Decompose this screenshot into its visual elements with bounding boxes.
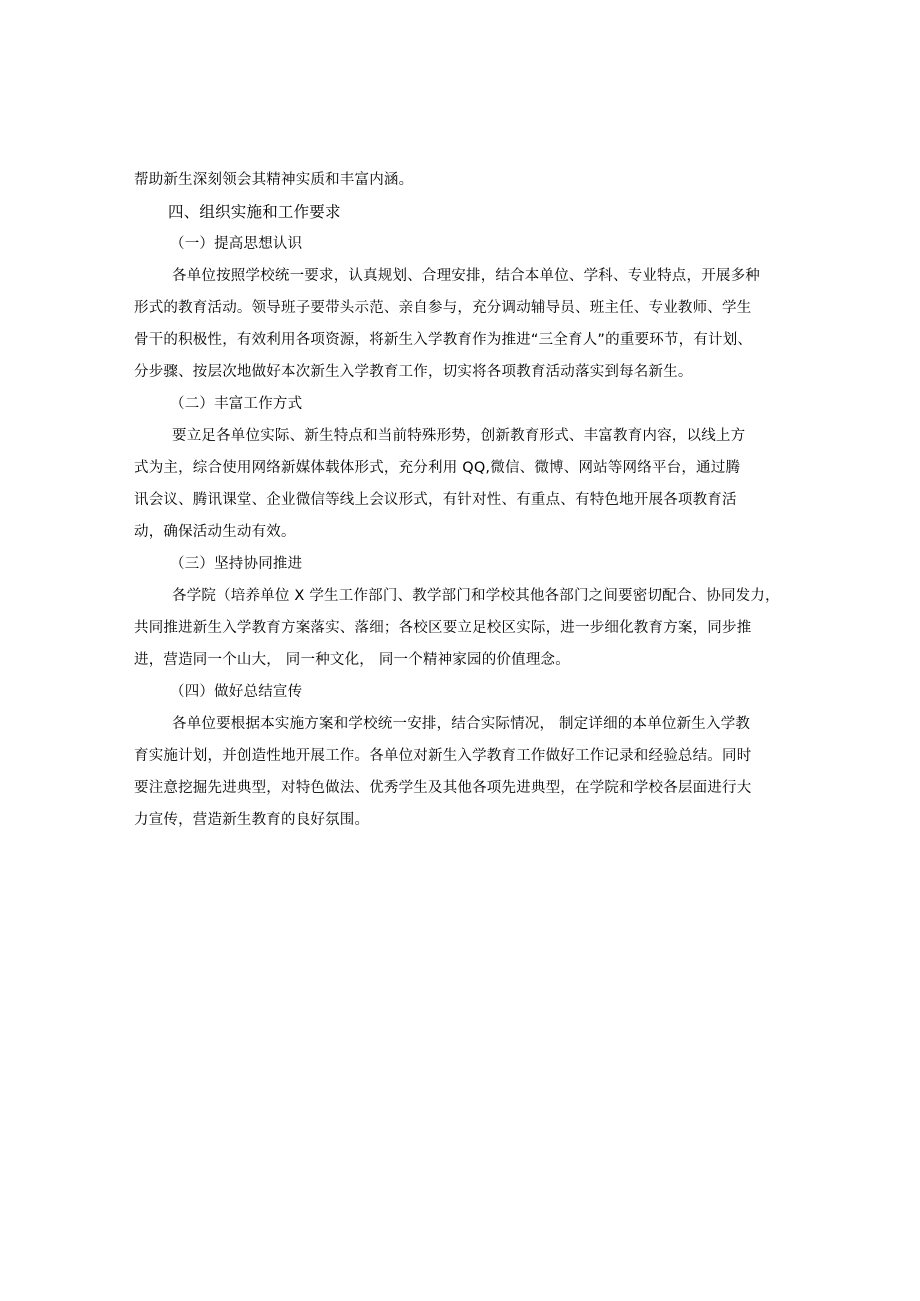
paragraph-line: 各单位要根据本实施方案和学校统一安排，结合实际情况， 制定详细的本单位新生入学教: [172, 716, 751, 732]
paragraph-line: 要立足各单位实际、新生特点和当前特殊形势，创新教育形式、丰富教育内容，以线上方: [172, 428, 746, 444]
paragraph-line: 形式的教育活动。领导班子要带头示范、亲自参与，充分调动辅导员、班主任、专业教师、学生: [134, 300, 752, 316]
subsection-heading: （四）做好总结宣传: [170, 684, 303, 700]
subsection-heading: （一）提高思想认识: [170, 236, 303, 252]
paragraph-line: 动，确保活动生动有效。: [134, 524, 296, 540]
paragraph-line: 各单位按照学校统一要求，认真规划、合理安排，结合本单位、学科、专业特点，开展多种: [172, 268, 760, 284]
paragraph-line: 各学院（培养单位 X 学生工作部门、教学部门和学校其他各部门之间要密切配合、协同发力，: [172, 588, 780, 604]
paragraph-line: 力宣传，营造新生教育的良好氛围。: [134, 812, 370, 828]
paragraph-line: 分步骤、按层次地做好本次新生入学教育工作，切实将各项教育活动落实到每名新生。: [134, 364, 693, 380]
section-heading: 四、组织实施和工作要求: [168, 203, 341, 221]
paragraph-line: 育实施计划，并创造性地开展工作。各单位对新生入学教育工作做好工作记录和经验总结。同时: [134, 748, 752, 764]
paragraph-line: 要注意挖掘先进典型，对特色做法、优秀学生及其他各项先进典型，在学院和学校各层面进行大: [134, 780, 752, 796]
paragraph-line: 帮助新生深刻领会其精神实质和丰富内涵。: [134, 172, 414, 188]
paragraph-line: 讯会议、腾讯课堂、企业微信等线上会议形式，有针对性、有重点、有特色地开展各项教育活: [134, 492, 737, 508]
subsection-heading: （二）丰富工作方式: [170, 396, 303, 412]
paragraph-line: 进，营造同一个山大， 同一种文化， 同一个精神家园的价值理念。: [134, 652, 570, 668]
paragraph-line: 骨干的积极性，有效利用各项资源，将新生入学教育作为推进“三全育人”的重要环节，有计划、: [134, 332, 753, 348]
paragraph-line: 共同推进新生入学教育方案落实、落细；各校区要立足校区实际，进一步细化教育方案，同步推: [134, 620, 752, 636]
paragraph-line: 式为主，综合使用网络新媒体载体形式，充分利用 QQ,微信、微博、网站等网络平台，通过腾: [134, 460, 741, 476]
subsection-heading: （三）坚持协同推进: [170, 556, 303, 572]
